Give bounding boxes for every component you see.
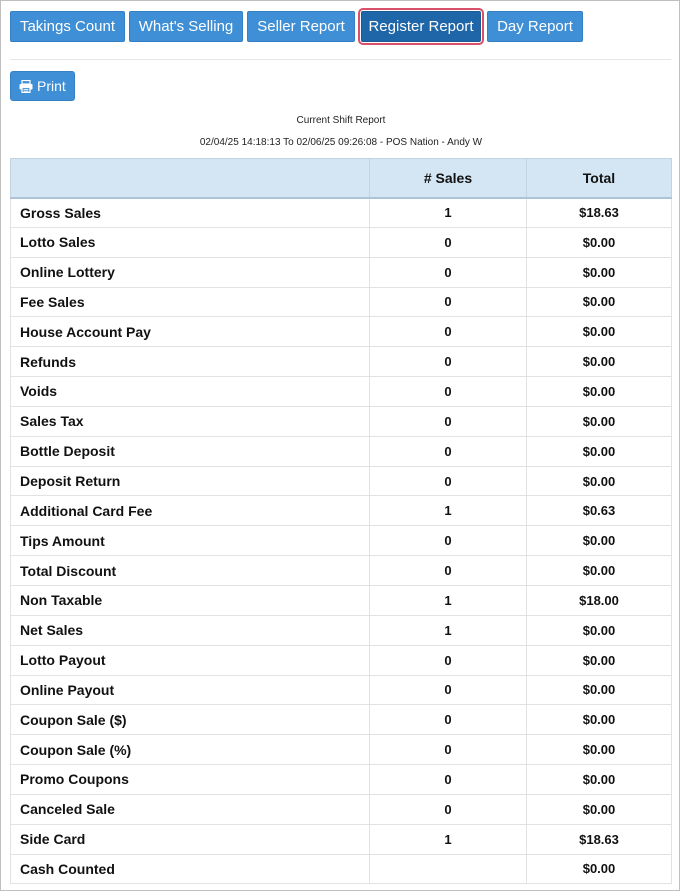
table-row [11,466,672,496]
row-sales-count: 0 [370,466,527,496]
row-label: Cash Counted [11,854,370,884]
table-row [11,257,672,287]
row-total: $0.00 [527,735,672,765]
row-sales-count: 0 [370,406,527,436]
row-label: Coupon Sale (%) [11,735,370,765]
row-label: Online Payout [11,675,370,705]
row-label: House Account Pay [11,317,370,347]
row-label: Canceled Sale [11,794,370,824]
row-sales-count: 0 [370,227,527,257]
row-total: $0.00 [527,436,672,466]
print-button[interactable] [10,71,75,101]
row-sales-count: 0 [370,556,527,586]
row-total: $0.00 [527,854,672,884]
row-sales-count: 0 [370,675,527,705]
row-label: Online Lottery [11,257,370,287]
row-sales-count: 0 [370,735,527,765]
table-row [11,645,672,675]
table-row [11,556,672,586]
row-sales-count: 1 [370,198,527,228]
row-total: $0.00 [527,466,672,496]
row-sales-count: 0 [370,287,527,317]
row-label: Promo Coupons [11,765,370,795]
row-label: Gross Sales [11,198,370,228]
tab-seller-report[interactable]: Seller Report [247,11,355,42]
row-label: Sales Tax [11,406,370,436]
printer-icon [19,80,33,93]
table-row [11,794,672,824]
row-label: Lotto Payout [11,645,370,675]
row-label: Lotto Sales [11,227,370,257]
row-sales-count [370,854,527,884]
row-total: $0.00 [527,675,672,705]
table-row [11,317,672,347]
row-total: $0.00 [527,227,672,257]
row-total: $18.63 [527,198,672,228]
table-row [11,347,672,377]
row-sales-count: 0 [370,377,527,407]
row-label: Fee Sales [11,287,370,317]
row-sales-count: 0 [370,317,527,347]
row-total: $0.00 [527,406,672,436]
table-row [11,765,672,795]
table-row [11,675,672,705]
row-sales-count: 0 [370,257,527,287]
row-total: $0.00 [527,794,672,824]
print-button-label: Print [37,78,66,94]
report-date-range: 02/04/25 14:18:13 To 02/06/25 09:26:08 - POS Nation - Andy W [199,137,483,148]
row-label: Side Card [11,824,370,854]
tab-takings-count[interactable]: Takings Count [10,11,125,42]
table-row [11,198,672,228]
row-label: Deposit Return [11,466,370,496]
row-label: Coupon Sale ($) [11,705,370,735]
row-sales-count: 0 [370,794,527,824]
tab-day-report[interactable]: Day Report [487,11,583,42]
row-total: $0.00 [527,347,672,377]
row-total: $18.63 [527,824,672,854]
row-sales-count: 0 [370,765,527,795]
tab-whats-selling[interactable]: What's Selling [129,11,243,42]
row-sales-count: 0 [370,526,527,556]
row-sales-count: 1 [370,585,527,615]
table-row [11,615,672,645]
row-total: $0.00 [527,526,672,556]
table-row [11,227,672,257]
row-sales-count: 0 [370,347,527,377]
row-total: $0.00 [527,765,672,795]
table-row [11,854,672,884]
row-total: $0.00 [527,317,672,347]
row-total: $0.00 [527,705,672,735]
table-header-row [11,159,672,198]
row-label: Net Sales [11,615,370,645]
table-row [11,406,672,436]
row-sales-count: 0 [370,436,527,466]
row-total: $0.63 [527,496,672,526]
row-total: $0.00 [527,377,672,407]
table-row [11,705,672,735]
table-row [11,735,672,765]
row-total: $0.00 [527,556,672,586]
table-row [11,287,672,317]
row-sales-count: 0 [370,645,527,675]
report-title: Current Shift Report [296,115,386,126]
header-divider [10,59,671,60]
table-row [11,526,672,556]
row-sales-count: 1 [370,824,527,854]
table-body [11,198,672,884]
row-label: Total Discount [11,556,370,586]
row-sales-count: 1 [370,615,527,645]
table-row [11,585,672,615]
row-total: $0.00 [527,615,672,645]
row-label: Tips Amount [11,526,370,556]
table-row [11,824,672,854]
row-label: Non Taxable [11,585,370,615]
row-label: Bottle Deposit [11,436,370,466]
row-sales-count: 0 [370,705,527,735]
row-total: $0.00 [527,645,672,675]
row-sales-count: 1 [370,496,527,526]
header-name [11,159,370,198]
table-row [11,436,672,466]
header-sales: # Sales [370,159,527,198]
register-report-table [10,158,672,884]
row-total: $0.00 [527,287,672,317]
table-row [11,377,672,407]
row-label: Voids [11,377,370,407]
tab-register-report[interactable]: Register Report [361,11,481,42]
row-label: Refunds [11,347,370,377]
table-row [11,496,672,526]
row-total: $0.00 [527,257,672,287]
row-total: $18.00 [527,585,672,615]
row-label: Additional Card Fee [11,496,370,526]
header-total: Total [527,159,672,198]
